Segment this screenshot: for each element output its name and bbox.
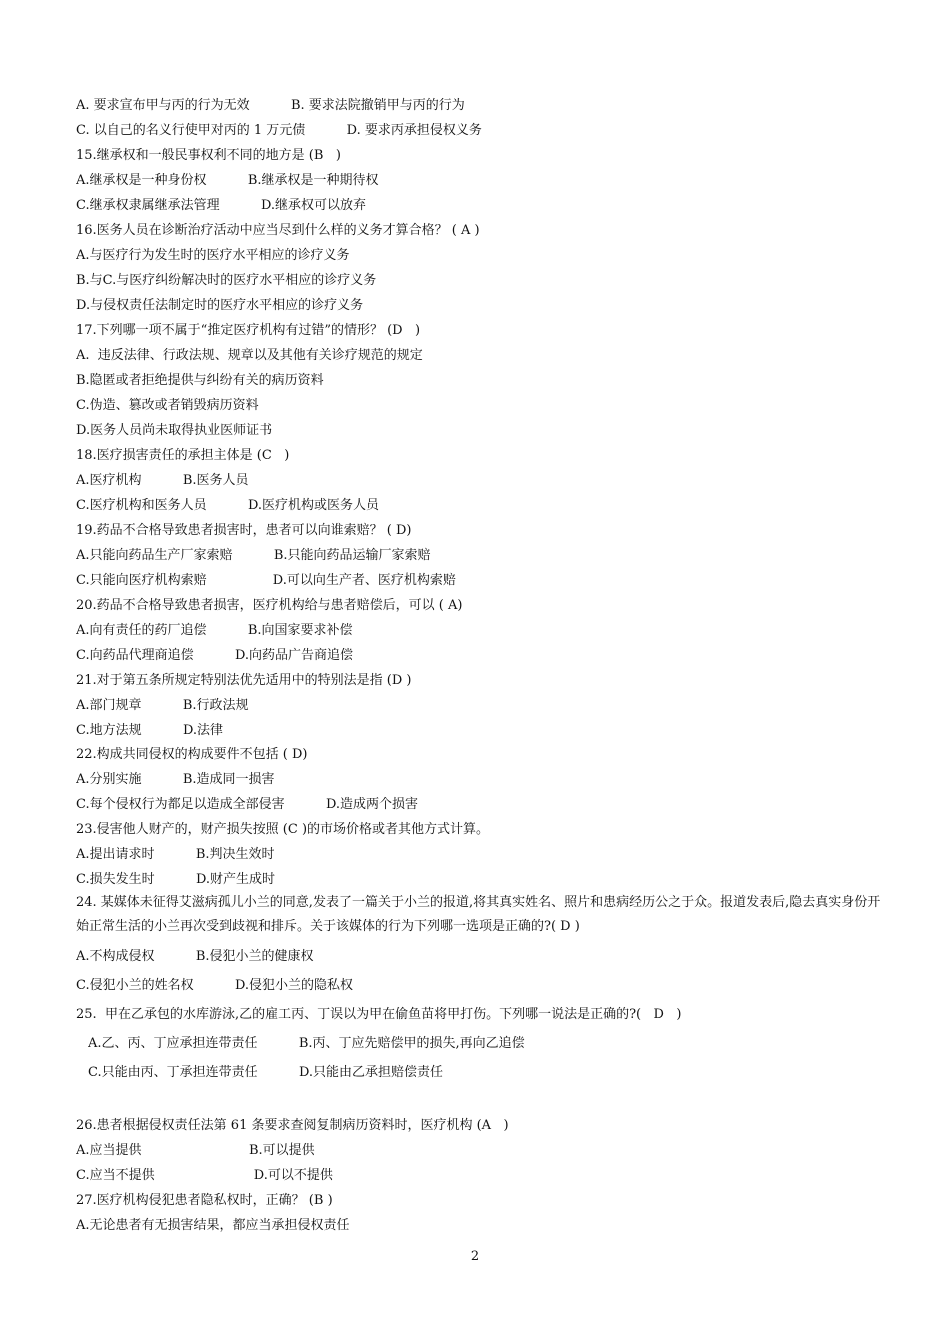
- question-19: 19.药品不合格导致患者损害时，患者可以向谁索赔？ ( D): [76, 523, 412, 538]
- question-24: 24. 某媒体未征得艾滋病孤儿小兰的同意,发表了一篇关于小兰的报道,将其真实姓名、照片和患病经历公之于众。报道发表后,隐去真实身份开始正常生活的小兰再次受到歧视和排斥。关于该媒体的行为下列哪一选项是正确的?( D ): [76, 895, 881, 934]
- text-line: C.伪造、篡改或者销毁病历资料: [76, 398, 259, 413]
- page-number: 2: [470, 1249, 480, 1264]
- text-line: A. 要求宣布甲与丙的行为无效 B. 要求法院撤销甲与丙的行为: [76, 98, 465, 113]
- text-line: C.继承权隶属继承法管理 D.继承权可以放弃: [76, 198, 367, 213]
- text-line: A.只能向药品生产厂家索赔 B.只能向药品运输厂家索赔: [76, 548, 431, 563]
- question-20: 20.药品不合格导致患者损害，医疗机构给与患者赔偿后，可以 ( A): [76, 598, 463, 613]
- question-27: 27.医疗机构侵犯患者隐私权时，正确？ (B ): [76, 1193, 333, 1208]
- text-line: D.与侵权责任法制定时的医疗水平相应的诊疗义务: [76, 298, 364, 313]
- text-line: C. 以自己的名义行使甲对丙的 1 万元债 D. 要求丙承担侵权义务: [76, 123, 482, 138]
- text-line: A.继承权是一种身份权 B.继承权是一种期待权: [76, 173, 379, 188]
- question-23: 23.侵害他人财产的，财产损失按照 (C )的市场价格或者其他方式计算。: [76, 822, 490, 837]
- text-line: C.地方法规 D.法律: [76, 723, 224, 738]
- text-line: A.不构成侵权 B.侵犯小兰的健康权: [76, 949, 314, 964]
- text-line: A.分别实施 B.造成同一损害: [76, 772, 275, 787]
- text-line: A.部门规章 B.行政法规: [76, 698, 249, 713]
- text-line: C.每个侵权行为都足以造成全部侵害 D.造成两个损害: [76, 797, 419, 812]
- question-25: 25. 甲在乙承包的水库游泳,乙的雇工丙、丁误以为甲在偷鱼苗将甲打伤。下列哪一说法是正确的?( D ): [76, 1007, 682, 1022]
- question-18: 18.医疗损害责任的承担主体是 (C ): [76, 448, 290, 463]
- question-21: 21.对于第五条所规定特别法优先适用中的特别法是指 (D ): [76, 673, 412, 688]
- text-line: A.提出请求时 B.判决生效时: [76, 847, 275, 862]
- text-line: C.医疗机构和医务人员 D.医疗机构或医务人员: [76, 498, 380, 513]
- text-line: A.医疗机构 B.医务人员: [76, 473, 249, 488]
- question-17: 17.下列哪一项不属于“推定医疗机构有过错”的情形？ (D ): [76, 323, 421, 338]
- question-22: 22.构成共同侵权的构成要件不包括 ( D): [76, 747, 308, 762]
- text-line: C.只能由丙、丁承担连带责任 D.只能由乙承担赔偿责任: [88, 1065, 444, 1080]
- text-line: A.乙、丙、丁应承担连带责任 B.丙、丁应先赔偿甲的损失,再向乙追偿: [88, 1036, 525, 1051]
- text-line: A.向有责任的药厂追偿 B.向国家要求补偿: [76, 623, 353, 638]
- question-15: 15.继承权和一般民事权利不同的地方是 (B ): [76, 148, 341, 163]
- text-line: C.应当不提供 D.可以不提供: [76, 1168, 333, 1183]
- text-line: A.应当提供 B.可以提供: [76, 1143, 315, 1158]
- text-line: B.与C.与医疗纠纷解决时的医疗水平相应的诊疗义务: [76, 273, 377, 288]
- question-16: 16.医务人员在诊断治疗活动中应当尽到什么样的义务才算合格？ ( A ): [76, 223, 480, 238]
- text-line: B.隐匿或者拒绝提供与纠纷有关的病历资料: [76, 373, 324, 388]
- text-line: C.只能向医疗机构索赔 D.可以向生产者、医疗机构索赔: [76, 573, 456, 588]
- text-line: C.损失发生时 D.财产生成时: [76, 872, 276, 887]
- text-line: D.医务人员尚未取得执业医师证书: [76, 423, 273, 438]
- text-line: C.向药品代理商追偿 D.向药品广告商追偿: [76, 648, 354, 663]
- text-line: A.与医疗行为发生时的医疗水平相应的诊疗义务: [76, 248, 350, 263]
- text-line: A. 违反法律、行政法规、规章以及其他有关诊疗规范的规定: [76, 348, 423, 363]
- text-line: A.无论患者有无损害结果，都应当承担侵权责任: [76, 1218, 350, 1233]
- question-26: 26.患者根据侵权责任法第 61 条要求查阅复制病历资料时，医疗机构 (A ): [76, 1118, 509, 1133]
- text-line: C.侵犯小兰的姓名权 D.侵犯小兰的隐私权: [76, 978, 354, 993]
